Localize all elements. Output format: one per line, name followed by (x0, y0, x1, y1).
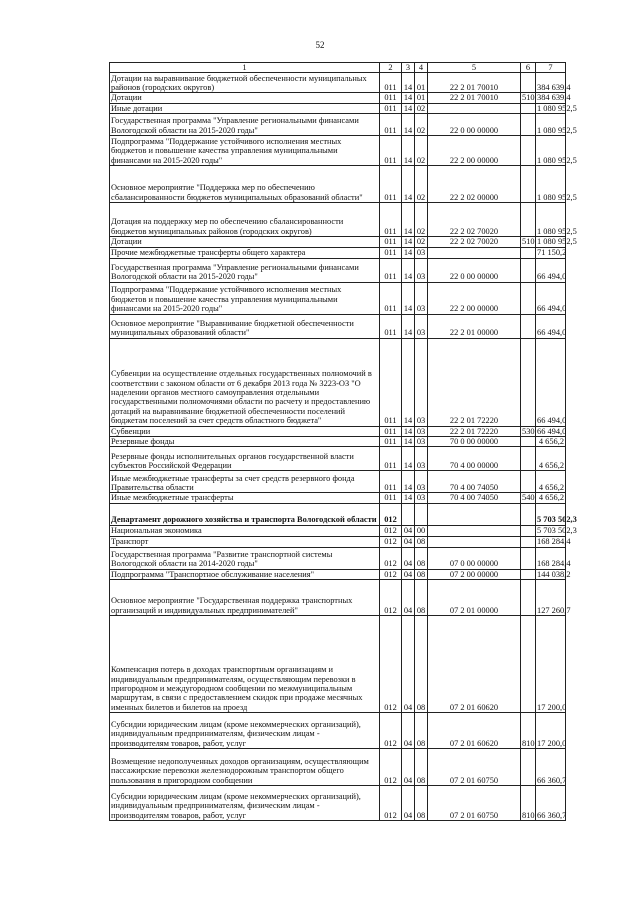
row-section-code: 14 (402, 447, 415, 471)
row-description: Государственная программа "Управление региональными финансами Вологодской области на 2015-2020 годы" (110, 114, 380, 136)
row-amount: 66 360,7 (536, 786, 566, 821)
table-row (110, 314, 566, 338)
row-ministry-code: 011 (380, 73, 402, 93)
row-ministry-code: 012 (380, 786, 402, 821)
row-target-article: 70 4 00 74050 (428, 493, 521, 503)
row-ministry-code: 011 (380, 166, 402, 203)
row-subsection-code: 08 (415, 786, 428, 821)
row-description: Подпрограмма "Поддержание устойчивого исполнения местных бюджетов и повышение качества управления муниципальными финансами на 2015-2020 годы" (110, 136, 380, 166)
row-expense-type (521, 166, 536, 203)
row-amount: 4 656,2 (536, 493, 566, 503)
row-expense-type (521, 580, 536, 616)
row-amount: 4 656,2 (536, 437, 566, 447)
table-row (110, 166, 566, 203)
row-amount: 66 494,0 (536, 338, 566, 426)
row-section-code: 04 (402, 749, 415, 786)
row-target-article: 22 2 01 70010 (428, 93, 521, 103)
row-ministry-code: 011 (380, 203, 402, 237)
row-target-article: 07 2 01 60750 (428, 749, 521, 786)
row-description: Дотация на поддержку мер по обеспечению сбалансированности бюджетов муниципальных районов (городских округов) (110, 203, 380, 237)
row-expense-type (521, 103, 536, 113)
table-row (110, 426, 566, 436)
row-target-article (428, 503, 521, 525)
row-amount: 1 080 952,5 (537, 237, 577, 247)
row-subsection-code: 01 (415, 73, 428, 93)
row-target-article (428, 247, 521, 258)
col-header-ministry: 2 (380, 63, 402, 73)
table-row (110, 536, 566, 547)
row-description: Подпрограмма "Поддержание устойчивого исполнения местных бюджетов и повышение качества управления муниципальными финансами на 2015-2020 годы" (110, 282, 380, 314)
row-subsection-code: 08 (415, 547, 428, 569)
row-ministry-code: 011 (380, 247, 402, 258)
row-description: Субвенции на осуществление отдельных государственных полномочий в соответствии с законом области от 6 декабря 2013 года № 3223-ОЗ "О наделении органов местного самоуправления отдельными государственными полномочиями области по расчету и предоставлению дотаций на выравнивание бюджетной обеспеченности поселений бюджетам поселений за счет средств областного бюджета" (110, 338, 380, 426)
row-section-code: 14 (402, 314, 415, 338)
row-subsection-code: 03 (415, 338, 428, 426)
table-row (110, 616, 566, 713)
row-amount: 4 656,2 (536, 447, 566, 471)
row-ministry-code: 011 (380, 282, 402, 314)
row-section-code: 14 (402, 247, 415, 258)
row-subsection-code: 08 (415, 536, 428, 547)
row-target-article: 22 2 01 00000 (428, 314, 521, 338)
table-row (110, 114, 566, 136)
row-target-article: 22 2 01 72220 (428, 338, 521, 426)
col-header-subsection: 4 (415, 63, 428, 73)
row-subsection-code: 03 (415, 471, 428, 493)
table-row (110, 203, 566, 237)
row-amount: 1 080 952,5 (536, 136, 566, 166)
row-amount: 5 703 502,3 (536, 503, 566, 525)
row-expense-type (521, 569, 536, 579)
row-ministry-code: 012 (380, 569, 402, 579)
row-expense-type (521, 471, 536, 493)
row-subsection-code: 03 (415, 437, 428, 447)
row-expense-type (521, 749, 536, 786)
row-ministry-code: 011 (380, 447, 402, 471)
row-expense-type (521, 114, 536, 136)
row-description: Основное мероприятие "Выравнивание бюджетной обеспеченности муниципальных образований области" (110, 314, 380, 338)
row-target-article (428, 103, 521, 113)
row-description: Субсидии юридическим лицам (кроме некоммерческих организаций), индивидуальным предпринимателям, физическим лицам - производителям товаров, работ, услуг (110, 786, 380, 821)
row-target-article: 07 2 01 60750 (428, 786, 521, 821)
row-subsection-code: 08 (415, 569, 428, 579)
row-ministry-code: 011 (380, 338, 402, 426)
row-section-code: 14 (402, 471, 415, 493)
row-description: Государственная программа "Управление региональными финансами Вологодской области на 2015-2020 годы" (110, 258, 380, 282)
table-row (110, 547, 566, 569)
row-target-article: 70 4 00 74050 (428, 471, 521, 493)
row-target-article: 07 2 01 60620 (428, 713, 521, 749)
row-description: Иные межбюджетные трансферты за счет средств резервного фонда Правительства области (110, 471, 380, 493)
row-target-article: 07 2 00 00000 (428, 569, 521, 579)
table-row (110, 447, 566, 471)
row-description: Резервные фонды (110, 437, 380, 447)
row-section-code: 14 (402, 493, 415, 503)
row-subsection-code: 03 (415, 447, 428, 471)
row-target-article: 22 2 01 72220 (428, 426, 521, 436)
row-ministry-code: 011 (380, 437, 402, 447)
row-section-code: 14 (402, 114, 415, 136)
row-section-code: 04 (402, 580, 415, 616)
table-row (110, 569, 566, 579)
row-ministry-code: 012 (380, 525, 402, 536)
row-amount: 66 494,0 (536, 258, 566, 282)
row-section-code: 14 (402, 237, 415, 247)
row-subsection-code: 03 (415, 314, 428, 338)
row-subsection-code: 08 (415, 580, 428, 616)
row-expense-type (521, 338, 536, 426)
table-row (110, 713, 566, 749)
row-expense-type (521, 616, 536, 713)
row-expense-type: 510 (522, 237, 535, 247)
table-row (110, 493, 566, 503)
table-row (110, 503, 566, 525)
row-description: Основное мероприятие "Государственная поддержка транспортных организаций и индивидуальных предпринимателей" (110, 580, 380, 616)
row-subsection-code: 02 (415, 136, 428, 166)
row-subsection-code: 03 (415, 247, 428, 258)
row-description: Национальная экономика (110, 525, 380, 536)
row-section-code: 14 (402, 103, 415, 113)
row-ministry-code: 011 (380, 237, 402, 247)
row-expense-type (521, 203, 536, 237)
row-section-code: 14 (402, 73, 415, 93)
row-subsection-code: 01 (415, 93, 428, 103)
row-expense-type: 540 (522, 493, 535, 503)
table-body (110, 73, 577, 821)
col-header-target-article: 5 (428, 63, 521, 73)
row-subsection-code: 02 (415, 237, 428, 247)
row-subsection-code: 00 (415, 525, 428, 536)
table-row (110, 580, 566, 616)
row-subsection-code: 08 (415, 616, 428, 713)
row-section-code: 04 (402, 713, 415, 749)
row-expense-type (521, 73, 536, 93)
row-ministry-code: 012 (380, 580, 402, 616)
row-target-article: 22 0 00 00000 (428, 258, 521, 282)
row-section-code: 04 (402, 525, 415, 536)
row-subsection-code: 03 (415, 258, 428, 282)
table-row (110, 237, 566, 247)
row-target-article: 07 2 01 00000 (428, 580, 521, 616)
row-section-code: 14 (402, 166, 415, 203)
row-amount: 66 494,0 (537, 426, 567, 436)
table-row (110, 103, 566, 113)
row-amount: 17 200,0 (536, 616, 566, 713)
row-section-code: 14 (402, 282, 415, 314)
row-expense-type (521, 547, 536, 569)
row-subsection-code (415, 503, 428, 525)
row-expense-type (521, 258, 536, 282)
row-expense-type (521, 503, 536, 525)
row-ministry-code: 012 (380, 547, 402, 569)
row-expense-type (521, 247, 536, 258)
row-section-code: 04 (402, 536, 415, 547)
table-row (110, 786, 566, 821)
budget-table (109, 62, 577, 821)
row-target-article: 22 2 00 00000 (428, 282, 521, 314)
row-description: Дотации (110, 93, 380, 103)
row-ministry-code: 011 (380, 103, 402, 113)
row-target-article: 07 0 00 00000 (428, 547, 521, 569)
row-section-code: 14 (402, 338, 415, 426)
row-description: Основное мероприятие "Поддержка мер по обеспечению сбалансированности бюджетов муниципальных образований области" (110, 166, 380, 203)
table-row (110, 93, 566, 103)
row-ministry-code: 011 (380, 93, 402, 103)
header-row (110, 63, 566, 73)
row-subsection-code: 03 (415, 282, 428, 314)
row-subsection-code: 03 (415, 493, 428, 503)
page-number: 52 (315, 40, 325, 50)
table-row (110, 247, 566, 258)
row-subsection-code: 02 (415, 166, 428, 203)
row-ministry-code: 011 (380, 471, 402, 493)
row-description: Транспорт (110, 536, 380, 547)
row-expense-type (521, 314, 536, 338)
row-section-code: 04 (402, 569, 415, 579)
row-description: Государственная программа "Развитие транспортной системы Вологодской области на 2014-2020 годы" (110, 547, 380, 569)
table-row (110, 437, 566, 447)
row-target-article: 22 2 01 70010 (428, 73, 521, 93)
row-amount: 127 260,7 (536, 580, 566, 616)
row-ministry-code: 011 (380, 258, 402, 282)
row-description: Субсидии юридическим лицам (кроме некоммерческих организаций), индивидуальным предпринимателям, физическим лицам - производителям товаров, работ, услуг (110, 713, 380, 749)
row-subsection-code: 08 (415, 713, 428, 749)
row-section-code: 14 (402, 136, 415, 166)
row-amount: 144 038,2 (537, 569, 571, 579)
col-header-name: 1 (110, 63, 380, 73)
table-row (110, 258, 566, 282)
row-amount: 1 080 952,5 (536, 203, 566, 237)
row-amount: 168 284,4 (536, 547, 566, 569)
row-description: Иные межбюджетные трансферты (110, 493, 380, 503)
table-row (110, 136, 566, 166)
row-description: Прочие межбюджетные трансферты общего характера (110, 247, 380, 258)
row-amount: 1 080 952,5 (537, 103, 577, 113)
row-target-article: 70 0 00 00000 (428, 437, 521, 447)
table-row (110, 749, 566, 786)
row-subsection-code: 08 (415, 749, 428, 786)
row-ministry-code: 012 (380, 713, 402, 749)
table-row (110, 525, 566, 536)
row-description: Резервные фонды исполнительных органов государственной власти субъектов Российской Федерации (110, 447, 380, 471)
row-amount: 168 284,4 (537, 537, 571, 547)
row-ministry-code: 011 (380, 314, 402, 338)
row-amount: 384 639,4 (537, 93, 571, 103)
row-subsection-code: 02 (415, 203, 428, 237)
row-description: Компенсация потерь в доходах транспортным организациям и индивидуальным предпринимателям, осуществляющим перевозки в пригородном и междугородном сообщении по межмуниципальным маршрутам, в связи с предоставлением скидок при продаже месячных именных билетов и билетов на проезд (110, 616, 380, 713)
row-expense-type: 530 (522, 426, 535, 436)
row-section-code: 14 (402, 93, 415, 103)
col-header-expense-type: 6 (521, 63, 536, 73)
row-expense-type: 810 (521, 786, 536, 821)
row-target-article: 07 2 01 60620 (428, 616, 521, 713)
row-target-article: 70 4 00 00000 (428, 447, 521, 471)
row-target-article (428, 525, 521, 536)
row-description: Возмещение недополученных доходов организациям, осуществляющим пассажирские перевозки железнодорожным транспортом общего пользования в пригородном сообщении (110, 749, 380, 786)
row-section-code: 04 (402, 547, 415, 569)
row-ministry-code: 011 (380, 136, 402, 166)
row-expense-type (521, 282, 536, 314)
row-amount: 71 150,2 (537, 248, 567, 258)
row-ministry-code: 012 (380, 749, 402, 786)
row-section-code (402, 503, 415, 525)
row-target-article (428, 536, 521, 547)
row-amount: 66 494,0 (536, 282, 566, 314)
row-expense-type (521, 525, 536, 536)
row-amount: 384 639,4 (536, 73, 566, 93)
table-row (110, 282, 566, 314)
row-section-code: 04 (402, 786, 415, 821)
row-amount: 4 656,2 (536, 471, 566, 493)
row-amount: 1 080 952,5 (536, 114, 566, 136)
row-amount: 66 360,7 (536, 749, 566, 786)
row-section-code: 14 (402, 426, 415, 436)
row-description: Дотации на выравнивание бюджетной обеспеченности муниципальных районов (городских округов) (110, 73, 380, 93)
row-subsection-code: 02 (415, 114, 428, 136)
row-expense-type: 810 (521, 713, 536, 749)
table-row (110, 73, 566, 93)
row-amount: 5 703 502,3 (537, 526, 577, 536)
table-row (110, 471, 566, 493)
col-header-section: 3 (402, 63, 415, 73)
row-subsection-code: 03 (415, 426, 428, 436)
row-description: Иные дотации (110, 103, 380, 113)
row-ministry-code: 011 (380, 426, 402, 436)
row-ministry-code: 012 (380, 616, 402, 713)
col-header-amount: 7 (536, 63, 566, 73)
row-ministry-code: 011 (380, 493, 402, 503)
row-expense-type (521, 447, 536, 471)
row-description: Субвенции (110, 426, 380, 436)
row-section-code: 14 (402, 203, 415, 237)
row-ministry-code: 011 (380, 114, 402, 136)
row-target-article: 22 2 02 70020 (428, 237, 521, 247)
row-amount: 1 080 952,5 (536, 166, 566, 203)
row-expense-type: 510 (522, 93, 535, 103)
row-section-code: 14 (402, 258, 415, 282)
row-expense-type (521, 437, 536, 447)
row-description: Дотации (110, 237, 380, 247)
row-target-article: 22 2 00 00000 (428, 136, 521, 166)
row-amount: 17 200,0 (536, 713, 566, 749)
row-ministry-code: 012 (380, 536, 402, 547)
row-amount: 66 494,0 (536, 314, 566, 338)
row-target-article: 22 0 00 00000 (428, 114, 521, 136)
row-section-code: 04 (402, 616, 415, 713)
row-expense-type (521, 136, 536, 166)
row-target-article: 22 2 02 00000 (428, 166, 521, 203)
row-subsection-code: 02 (415, 103, 428, 113)
row-description: Подпрограмма "Транспортное обслуживание населения" (110, 569, 380, 579)
table-row (110, 338, 566, 426)
row-section-code: 14 (402, 437, 415, 447)
row-expense-type (521, 536, 536, 547)
row-target-article: 22 2 02 70020 (428, 203, 521, 237)
row-description: Департамент дорожного хозяйства и транспорта Вологодской области (110, 503, 380, 525)
row-ministry-code: 012 (380, 503, 402, 525)
